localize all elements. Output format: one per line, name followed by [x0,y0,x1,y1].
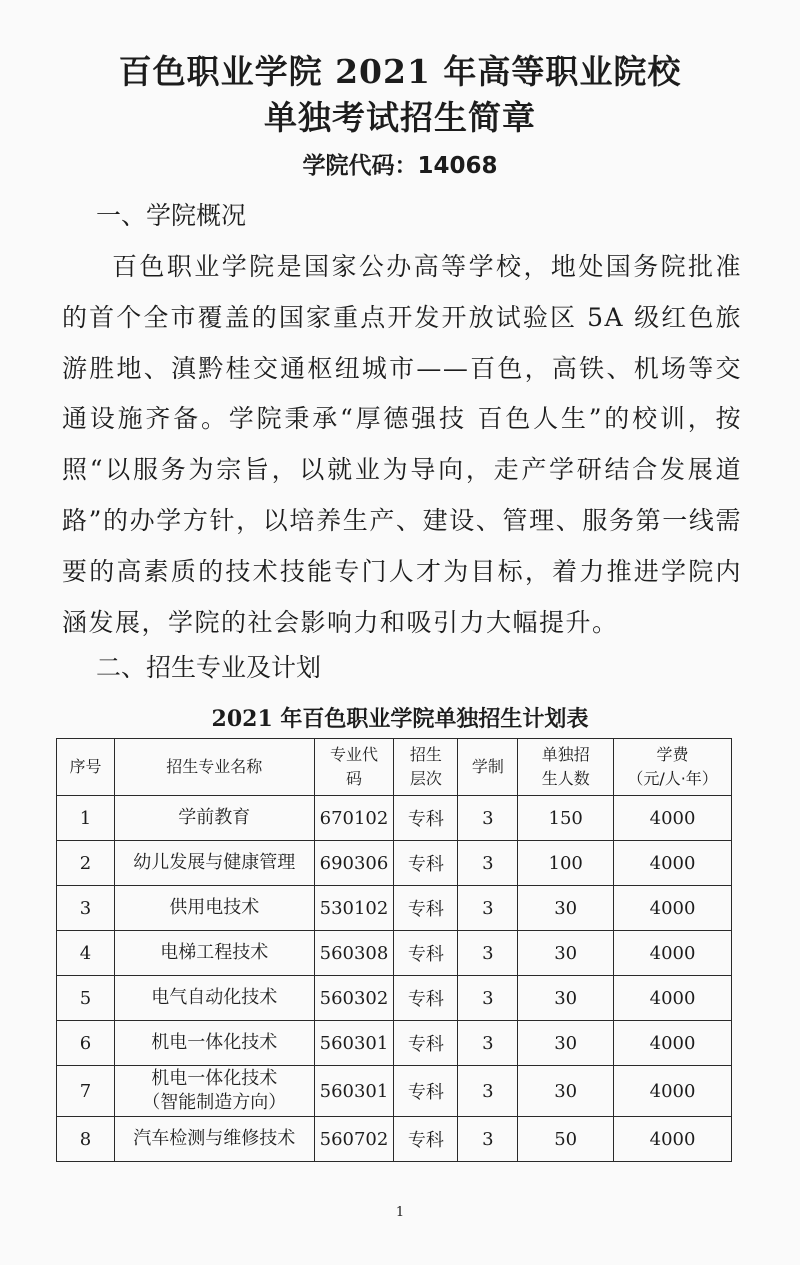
cell-major-name: 供用电技术 [114,886,314,931]
header-seq: 序号 [57,739,115,796]
cell-duration: 3 [458,886,518,931]
cell-fee: 4000 [614,796,732,841]
cell-fee: 4000 [614,886,732,931]
cell-major-name: 电梯工程技术 [114,931,314,976]
cell-level: 专科 [394,976,458,1021]
section-heading-enrollment: 二、招生专业及计划 [96,653,322,682]
cell-seq: 7 [57,1066,115,1117]
college-code: 学院代码：14068 [302,153,498,179]
cell-major-name: 汽车检测与维修技术 [114,1117,314,1162]
cell-quota: 100 [518,841,614,886]
cell-seq: 5 [57,976,115,1021]
cell-seq: 6 [57,1021,115,1066]
cell-level: 专科 [394,1066,458,1117]
cell-level: 专科 [394,931,458,976]
enrollment-plan-table [56,738,732,1162]
header-quota: 单独招 生人数 [518,739,614,796]
section-heading-overview: 一、学院概况 [96,201,247,230]
cell-major-code: 560702 [314,1117,394,1162]
cell-quota: 30 [518,976,614,1021]
cell-major-name: 电气自动化技术 [114,976,314,1021]
document-title-line1: 百色职业学院 2021 年高等职业院校 [118,52,682,91]
cell-seq: 4 [57,931,115,976]
cell-major-code: 560301 [314,1066,394,1117]
cell-seq: 3 [57,886,115,931]
cell-major-code: 560302 [314,976,394,1021]
cell-duration: 3 [458,841,518,886]
table-row [57,931,732,976]
table-row [57,1066,732,1117]
cell-quota: 150 [518,796,614,841]
cell-major-name: 机电一体化技术 [114,1021,314,1066]
cell-quota: 30 [518,1021,614,1066]
cell-quota: 50 [518,1117,614,1162]
cell-seq: 2 [57,841,115,886]
cell-level: 专科 [394,886,458,931]
cell-seq: 8 [57,1117,115,1162]
table-row [57,886,732,931]
cell-duration: 3 [458,796,518,841]
cell-duration: 3 [458,1021,518,1066]
cell-major-code: 690306 [314,841,394,886]
cell-duration: 3 [458,1117,518,1162]
cell-level: 专科 [394,796,458,841]
cell-major-name: 学前教育 [114,796,314,841]
cell-fee: 4000 [614,841,732,886]
table-header-row [57,739,732,796]
cell-major-code: 560308 [314,931,394,976]
page-number: 1 [395,1205,405,1220]
cell-duration: 3 [458,931,518,976]
document-title-line2: 单独考试招生简章 [264,98,536,137]
cell-level: 专科 [394,1117,458,1162]
table-row [57,796,732,841]
cell-quota: 30 [518,886,614,931]
cell-major-code: 560301 [314,1021,394,1066]
overview-paragraph: 百色职业学院是国家公办高等学校，地处国务院批准的首个全市覆盖的国家重点开发开放试验区 5A 级红色旅游胜地、滇黔桂交通枢纽城市——百色，高铁、机场等交通设施齐备。学院秉承“厚德强技 百色人生”的校训，按照“以服务为宗旨，以就业为导向，走产学研结合发展道路”的办学方针，以培养生产、建设、管理、服务第一线需要的高素质的技术技能专门人才为目标，着力推进学院内涵发展，学院的社会影响力和吸引力大幅提升。 [62,252,742,637]
cell-quota: 30 [518,931,614,976]
cell-major-name: 机电一体化技术 （智能制造方向） [114,1066,314,1117]
cell-fee: 4000 [614,931,732,976]
table-row [57,841,732,886]
table-row [57,1117,732,1162]
header-level: 招生 层次 [394,739,458,796]
header-fee: 学费 （元/人·年） [614,739,732,796]
cell-seq: 1 [57,796,115,841]
cell-quota: 30 [518,1066,614,1117]
cell-level: 专科 [394,841,458,886]
table-row [57,1021,732,1066]
cell-fee: 4000 [614,976,732,1021]
header-duration: 学制 [458,739,518,796]
cell-level: 专科 [394,1021,458,1066]
cell-fee: 4000 [614,1021,732,1066]
table-caption: 2021 年百色职业学院单独招生计划表 [211,706,589,732]
cell-major-name: 幼儿发展与健康管理 [114,841,314,886]
cell-major-code: 670102 [314,796,394,841]
cell-fee: 4000 [614,1066,732,1117]
header-major-code: 专业代 码 [314,739,394,796]
cell-major-code: 530102 [314,886,394,931]
table-row [57,976,732,1021]
cell-duration: 3 [458,976,518,1021]
cell-fee: 4000 [614,1117,732,1162]
cell-duration: 3 [458,1066,518,1117]
header-major-name: 招生专业名称 [114,739,314,796]
